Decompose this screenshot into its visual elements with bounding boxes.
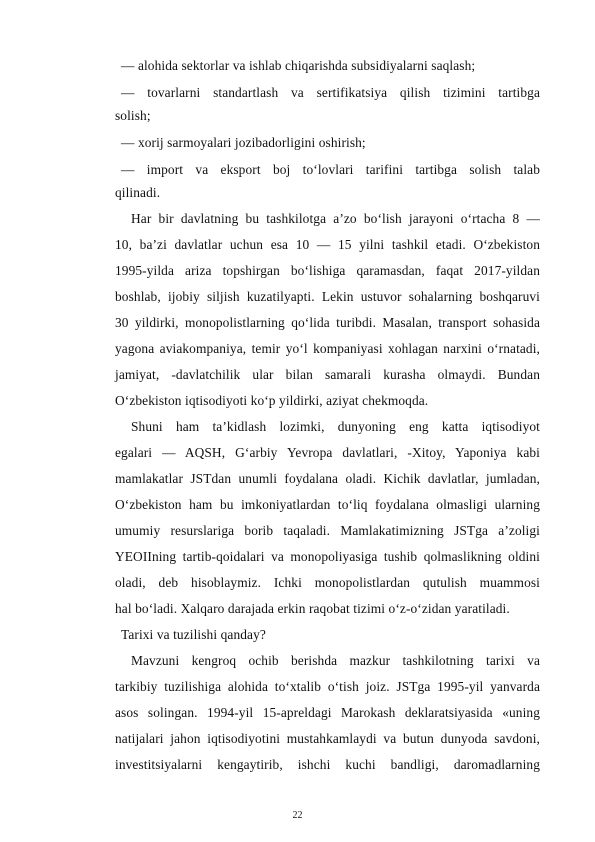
- list-item: — import va eksport boj to‘lovlari tarifini tartibga solish talab: [121, 162, 540, 177]
- text-line: asos solingan. 1994-yil 15-apreldagi Marokash deklaratsiyasida «uning: [115, 705, 540, 720]
- text-line: jamiyat, -davlatchilik ular bilan samarali kurasha olmaydi. Bundan: [115, 367, 540, 382]
- text-line: umumiy resurslariga borib taqaladi. Mamlakatimizning JSTga a’zoligi: [115, 523, 540, 538]
- text-line: yagona aviakompaniya, temir yo‘l kompaniyasi xohlagan narxini o‘rnatadi,: [115, 341, 540, 356]
- list-item: — tovarlarni standartlash va sertifikatsiya qilish tizimini tartibga: [121, 85, 540, 100]
- list-item: — alohida sektorlar va ishlab chiqarishda subsidiyalarni saqlash;: [121, 58, 476, 73]
- text-line: solish;: [115, 108, 151, 123]
- text-line: investitsiyalarni kengaytirib, ishchi kuchi bandligi, daromadlarning: [115, 757, 540, 772]
- text-line: YEOIIning tartib-qoidalari va monopoliyasiga tushib qolmaslikning oldini: [115, 549, 540, 564]
- text-line: 1995-yilda ariza topshirgan bo‘lishiga qaramasdan, faqat 2017-yildan: [115, 263, 540, 278]
- paragraph-first-line: Shuni ham ta’kidlash lozimki, dunyoning eng katta iqtisodiyot: [131, 419, 540, 434]
- paragraph-first-line: Har bir davlatning bu tashkilotga a’zo bo‘lish jarayoni o‘rtacha 8 —: [131, 211, 540, 226]
- text-line: 30 yildirki, monopolistlarning qo‘lida turibdi. Masalan, transport sohasida: [115, 315, 540, 330]
- text-line: tarkibiy tuzilishiga alohida to‘xtalib o‘tish joiz. JSTga 1995-yil yanvarda: [115, 679, 540, 694]
- page-number: 22: [292, 810, 303, 821]
- text-line: boshlab, ijobiy siljish kuzatilyapti. Lekin ustuvor sohalarning boshqaruvi: [115, 289, 540, 304]
- text-line: O‘zbekiston ham bu imkoniyatlardan to‘liq foydalana olmasligi ularning: [115, 497, 540, 512]
- text-line: mamlakatlar JSTdan unumli foydalana oladi. Kichik davlatlar, jumladan,: [115, 471, 540, 486]
- text-line: oladi, deb hisoblaymiz. Ichki monopolistlardan qutulish muammosi: [115, 575, 540, 590]
- list-item: — xorij sarmoyalari jozibadorligini oshirish;: [121, 135, 366, 150]
- text-line: hal bo‘ladi. Xalqaro darajada erkin raqobat tizimi o‘z-o‘zidan yaratiladi.: [115, 601, 510, 616]
- text-line: 10, ba’zi davlatlar uchun esa 10 — 15 yilni tashkil etadi. O‘zbekiston: [115, 237, 540, 252]
- text-line: egalari — AQSH, G‘arbiy Yevropa davlatlari, -Xitoy, Yaponiya kabi: [115, 445, 540, 460]
- section-heading: Tarixi va tuzilishi qanday?: [121, 627, 266, 642]
- text-line: O‘zbekiston iqtisodiyoti ko‘p yildirki, aziyat chekmoqda.: [115, 393, 429, 408]
- paragraph-first-line: Mavzuni kengroq ochib berishda mazkur tashkilotning tarixi va: [131, 653, 540, 668]
- text-line: qilinadi.: [115, 185, 161, 200]
- text-line: natijalari jahon iqtisodiyotini mustahkamlaydi va butun dunyoda savdoni,: [115, 731, 540, 746]
